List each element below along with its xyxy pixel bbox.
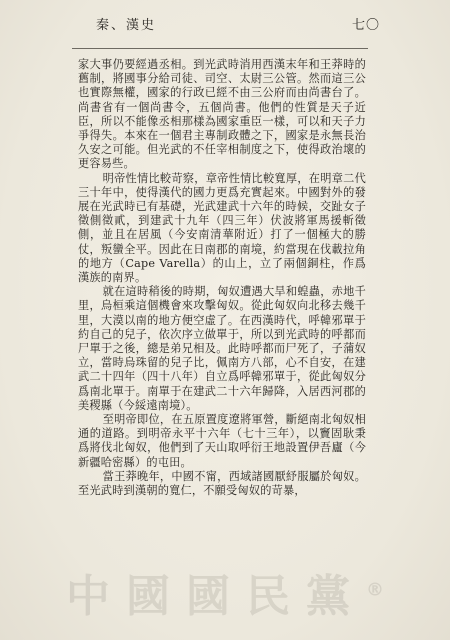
paragraph-4: 至明帝即位，在五原置度遼將軍營，斷絕南北匈奴相通的道路。到明帝永平十六年（七十三年），以竇固耿秉爲將伐北匈奴，他們到了天山取呼衍王地設置伊吾廬（今新疆哈密縣）的屯田。 [78, 413, 366, 469]
running-title: 秦、漢史 [96, 18, 157, 33]
watermark-text: 中國國民黨 [66, 571, 366, 622]
page-number: 七〇 [351, 18, 380, 33]
paragraph-1: 家大事仍要經過丞相。到光武時消用西漢末年和王莽時的舊制，將國事分給司徒、司空、太尉三公管。然而這三公也實際無權，國家的行政已經不由三公府而由尚書台了。尚書省有一個尚書令，五個尚書。他們的性質是天子近臣，所以不能像丞相那樣為國家重臣一樣，可以和天子力爭得失。本來在一個君主專制政體之下，國家是永無長治久安之可能。但光武的不任宰相制度之下，使得政治壞的更容易些。 [78, 58, 366, 171]
watermark [0, 560, 450, 624]
registered-mark: ® [366, 579, 384, 601]
body-text [78, 58, 366, 522]
paragraph-3: 就在這時稍後的時期，匈奴遭遇大旱和蝗蟲，赤地千里，烏桓乘這個機會來攻擊匈奴。從此匈奴向北移去幾千里，大漠以南的地方便空虛了。在西漢時代，呼韓邪單于約自己的兒子，依次序立做單于，所以到光武時的呼都而尸單于之後，總是弟兄相及。此時呼都而尸死了，子蒲奴立，當時烏珠留的兒子比，佩南方八部，心不自安，在建武二十四年（四十八年）自立爲呼韓邪單于，從此匈奴分爲南北單于。南單于在建武二十六年歸降，入居西河郡的美稷縣（今綏遠南境）。 [78, 285, 366, 412]
header-rule [72, 48, 368, 49]
paragraph-2: 明帝性情比較苛察，章帝性情比較寬厚，在明章二代三十年中，使得漢代的國力更爲充實起來。中國對外的發展在光武時已有基礎，光武建武十六年的時候，交趾女子徵側徵貳，到建武十九年（四三年）伏波將軍馬援斬徵側，並且在居風（今安南清華附近）打了一個極大的勝仗，叛蠻全平。因此在日南郡的南境，約當現在伐載拉角的地方（Cape Varella）的山上，立了兩個銅柱，作爲漢族的南界。 [78, 171, 366, 285]
page-header [0, 0, 450, 64]
paragraph-5: 當王莽晚年，中國不甯，西域諸國厭紓服屬於匈奴。至光武時到漢朝的寬仁，不願受匈奴的苛暴， [78, 469, 366, 498]
